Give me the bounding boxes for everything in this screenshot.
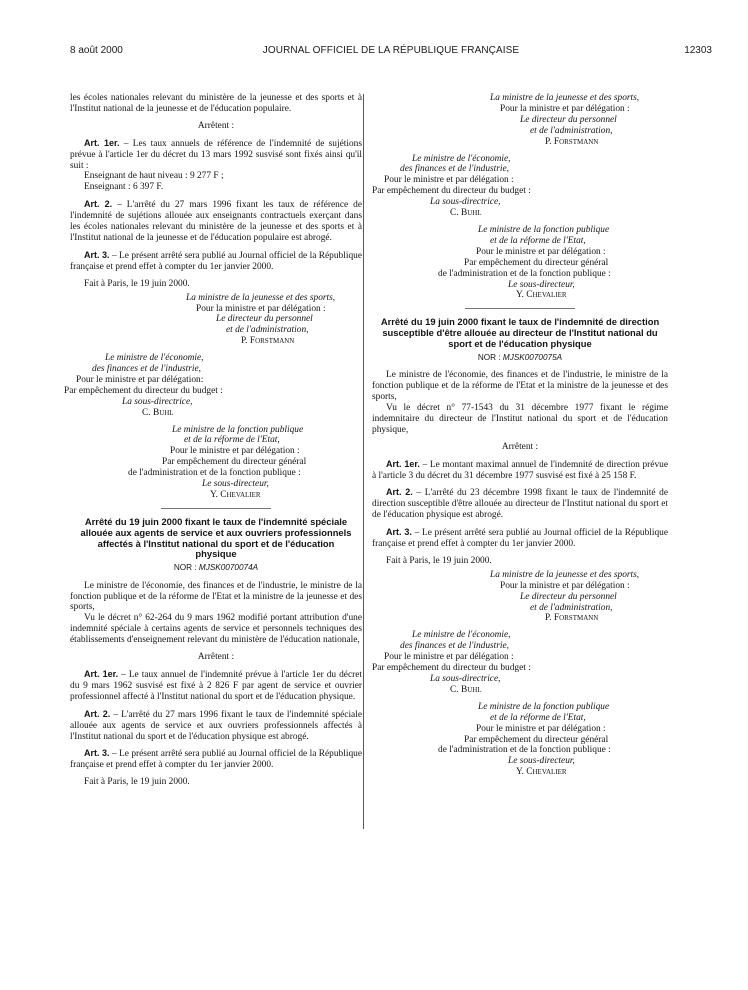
article-2 — [70, 199, 362, 244]
signatory-name: Y. Chevalier — [210, 490, 261, 500]
article-1 — [372, 459, 668, 482]
visa-ministers: Le ministre de l'économie, des finances et de l'industrie, le ministre de la fonction publique et de la réforme de l'Etat et la ministre de la jeunesse et des sports, — [372, 370, 668, 403]
signatory-name: C. Buhl — [450, 208, 482, 219]
signatory-name: P. Forstmann — [545, 613, 599, 624]
visa-ministers: Le ministre de l'économie, des finances et de l'industrie, le ministre de la fonction publique et de la réforme de l'Etat et la ministre de la jeunesse et des sports, — [70, 580, 362, 613]
signatory-role: La sous-directrice, — [122, 396, 193, 407]
signatory-title: La ministre de la jeunesse et des sports, — [490, 93, 640, 103]
visa-decree: Vu le décret n° 62-264 du 9 mars 1962 modifié portant attribution d'une indemnité spéciale à certains agents de service et personnels techniques des établissements d'enseignement relevant du ministère de l'éducation nationale, — [70, 613, 362, 646]
delegation-line: de l'administration et de la fonction publique : — [438, 268, 611, 279]
signatory-name: Y. Chevalier — [516, 290, 567, 301]
signatory-name: C. Buhl — [142, 407, 174, 418]
delegation-line: Par empêchement du directeur du budget : — [372, 186, 531, 197]
signatory-role: Le sous-directeur, — [508, 756, 575, 767]
section-separator — [465, 308, 575, 309]
signatory-name: C. Buhl — [450, 684, 482, 695]
signatory-title: des finances et de l'industrie, — [400, 641, 510, 652]
header-date: 8 août 2000 — [70, 45, 123, 56]
nor-code: MJSK0070074A — [198, 563, 259, 573]
page-header — [70, 45, 712, 61]
date-signed: Fait à Paris, le 19 juin 2000. — [386, 555, 492, 566]
signature-economie — [64, 353, 362, 418]
delegation-line: Par empêchement du directeur général — [464, 257, 609, 268]
signatory-role: Le sous-directeur, — [202, 479, 269, 490]
signatory-title: et de la réforme de l'Etat, — [490, 235, 586, 246]
signature-fonction-publique — [372, 225, 668, 301]
nor-label: NOR : — [173, 563, 199, 573]
article-text: – L'arrêté du 27 mars 1996 fixant les taux de référence de l'indemnité de sujétions allouée aux enseignants contractuels exerçant dans les écoles nationales relevant du ministère de la jeunesse et des sports et à l'Institut national de la jeunesse et de l'éducation populaire est abrogé. — [70, 200, 362, 243]
signatory-role: Le directeur du personnel — [520, 591, 617, 602]
signature-jeunesse — [372, 93, 668, 148]
signatory-title: Le ministre de l'économie, — [412, 630, 511, 641]
rate-line: Enseignant : 6 397 F. — [84, 182, 164, 193]
date-signed: Fait à Paris, le 19 juin 2000. — [84, 777, 190, 788]
arrete-title: Arrêté du 19 juin 2000 fixant le taux de l'indemnité spéciale allouée aux agents de service et aux ouvriers professionnels affectés à l'Institut national du sport et de l'éducation physique — [80, 515, 352, 560]
signatory-name: P. Forstmann — [545, 136, 599, 147]
right-column — [372, 93, 668, 778]
article-label: Art. 3. — [84, 249, 110, 260]
signature-jeunesse — [372, 570, 668, 625]
section-separator — [161, 508, 271, 509]
signature-fonction-publique — [70, 425, 362, 501]
signatory-role: Le directeur du personnel — [216, 314, 313, 325]
article-label: Art. 1er. — [84, 669, 119, 680]
signatory-role: et de l'administration, — [530, 125, 613, 136]
article-1 — [70, 138, 362, 172]
article-label: Art. 3. — [386, 527, 412, 538]
column-divider — [363, 94, 364, 829]
article-2 — [372, 487, 668, 521]
signature-block — [64, 292, 362, 501]
article-2 — [70, 709, 362, 743]
signatory-title: La ministre de la jeunesse et des sports, — [490, 569, 640, 580]
signatory-title: Le ministre de l'économie, — [105, 353, 204, 364]
article-text: – Le montant maximal annuel de l'indemnité de direction prévue à l'article 3 du décret du 31 décembre 1977 susvisé est fixé à 25 158 F. — [372, 459, 668, 481]
continued-paragraph: les écoles nationales relevant du ministère de la jeunesse et des sports et à l'Institut national de la jeunesse et de l'éducation populaire. — [70, 93, 362, 114]
arretent-heading: Arrêtent : — [501, 441, 539, 452]
delegation-line: de l'administration et de la fonction publique : — [128, 468, 301, 479]
signatory-title: Le ministre de l'économie, — [412, 153, 511, 164]
signatory-title: et de la réforme de l'Etat, — [184, 435, 280, 446]
delegation-line: Par empêchement du directeur général — [162, 457, 307, 468]
article-label: Art. 1er. — [386, 458, 420, 469]
journal-title: JOURNAL OFFICIEL DE LA RÉPUBLIQUE FRANÇAISE — [262, 45, 520, 56]
article-text: – Le présent arrêté sera publié au Journal officiel de la République française et prend effet à compter du 1er janvier 2000. — [70, 749, 362, 771]
delegation-line: Pour le ministre et par délégation : — [384, 175, 514, 186]
page-number: 12303 — [684, 45, 712, 56]
signatory-role: et de l'administration, — [530, 602, 613, 613]
signatory-name: P. Forstmann — [241, 336, 295, 347]
delegation-line: Par empêchement du directeur du budget : — [64, 385, 223, 396]
signatory-name: Y. Chevalier — [516, 767, 567, 778]
left-column — [64, 93, 362, 788]
arretent-heading: Arrêtent : — [197, 120, 235, 131]
delegation-line: Pour le ministre et par délégation : — [476, 246, 606, 257]
date-signed: Fait à Paris, le 19 juin 2000. — [84, 278, 190, 289]
delegation-line: Pour le ministre et par délégation : — [476, 723, 606, 734]
delegation-line: Pour la ministre et par délégation : — [196, 303, 326, 314]
signatory-title: des finances et de l'industrie, — [92, 364, 202, 375]
signatory-title: et de la réforme de l'Etat, — [490, 712, 586, 723]
delegation-line: Pour le ministre et par délégation : — [384, 652, 514, 663]
article-text: – Les taux annuels de référence de l'indemnité de sujétions prévue à l'article 1er du décret du 13 mars 1992 susvisé sont fixés ainsi qu'il suit : — [70, 138, 362, 171]
delegation-line: Pour le ministre et par délégation: — [76, 374, 204, 385]
article-label: Art. 2. — [84, 708, 111, 719]
article-3 — [372, 527, 668, 550]
signature-economie — [372, 154, 668, 219]
delegation-line: Pour la ministre et par délégation : — [500, 580, 630, 591]
visa-decree: Vu le décret n° 77-1543 du 31 décembre 1977 fixant le régime indemnitaire du directeur de l'Institut national du sport et de l'éducation physique, — [372, 402, 668, 435]
article-label: Art. 2. — [386, 487, 413, 498]
signatory-title: Le ministre de la fonction publique — [478, 701, 610, 712]
signatory-title: Le ministre de la fonction publique — [172, 424, 304, 435]
signatory-title: La ministre de la jeunesse et des sports, — [186, 292, 336, 303]
article-text: – Le présent arrêté sera publié au Journal officiel de la République française et prend effet à compter du 1er janvier 2000. — [70, 250, 362, 272]
article-label: Art. 3. — [84, 748, 110, 759]
article-label: Art. 1er. — [84, 137, 120, 148]
signatory-role: et de l'administration, — [226, 325, 309, 336]
delegation-line: de l'administration et de la fonction publique : — [438, 745, 611, 756]
article-3 — [70, 250, 362, 273]
signatory-title: Le ministre de la fonction publique — [478, 224, 610, 235]
article-text: – Le taux annuel de l'indemnité prévue à l'article 1er du décret du 9 mars 1962 susvisé est fixé à 2 826 F par agent de service et ouvrier professionnel affecté à l'Institut national du sport et de l'éducation physique. — [70, 670, 362, 702]
signatory-role: Le sous-directeur, — [508, 279, 575, 290]
signature-economie — [372, 630, 668, 695]
article-text: – L'arrêté du 23 décembre 1998 fixant le taux de l'indemnité de direction susceptible d'être allouée au directeur de l'Institut national du sport et de l'éducation physique est abrogé. — [372, 488, 668, 521]
article-text: – L'arrêté du 27 mars 1996 fixant le taux de l'indemnité spéciale allouée aux agents de service et aux ouvriers professionnels affectés à l'Institut national du sport et de l'éducation physique est abrogé. — [70, 709, 362, 742]
nor-reference — [372, 353, 668, 363]
nor-code: MJSK0070075A — [502, 352, 563, 362]
signature-jeunesse — [70, 293, 362, 348]
rate-line: Enseignant de haut niveau : 9 277 F ; — [84, 171, 224, 182]
arretent-heading: Arrêtent : — [197, 652, 235, 663]
delegation-line: Par empêchement du directeur général — [464, 734, 609, 745]
signatory-role: La sous-directrice, — [430, 197, 501, 208]
arrete-title: Arrêté du 19 juin 2000 fixant le taux de l'indemnité de direction susceptible d'être allouée au directeur de l'Institut national du sport et de l'éducation physique — [380, 316, 660, 349]
signature-fonction-publique — [372, 702, 668, 778]
delegation-line: Par empêchement du directeur du budget : — [372, 663, 531, 674]
signatory-title: des finances et de l'industrie, — [400, 164, 510, 175]
article-3 — [70, 748, 362, 771]
signatory-role: La sous-directrice, — [430, 674, 501, 685]
delegation-line: Pour la ministre et par délégation : — [500, 103, 630, 114]
signatory-role: Le directeur du personnel — [520, 114, 617, 125]
delegation-line: Pour le ministre et par délégation : — [170, 446, 300, 457]
article-label: Art. 2. — [84, 199, 113, 210]
nor-reference — [70, 563, 362, 573]
nor-label: NOR : — [477, 352, 503, 362]
article-text: – Le présent arrêté sera publié au Journal officiel de la République française et prend effet à compter du 1er janvier 2000. — [372, 528, 668, 550]
article-1 — [70, 669, 362, 703]
